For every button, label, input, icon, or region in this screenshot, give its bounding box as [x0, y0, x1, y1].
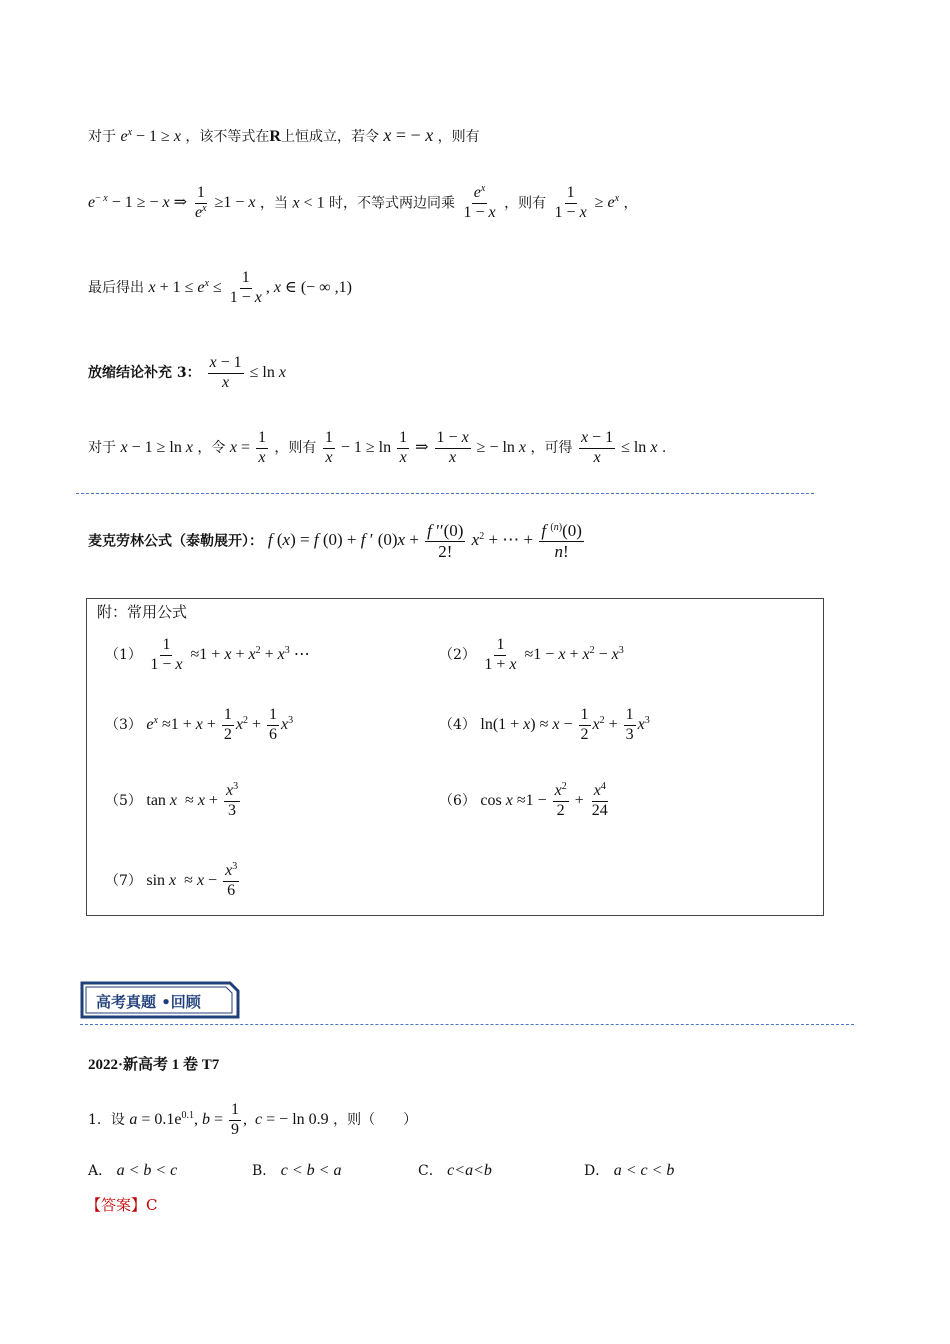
- option-text: a < b < c: [116, 1162, 178, 1179]
- item-number: （2）: [439, 646, 476, 663]
- option-text: a < c < b: [613, 1162, 675, 1179]
- formula-item-7: [105, 863, 241, 900]
- text: ，当: [259, 195, 288, 212]
- text: 时，不等式两边同乘: [329, 195, 456, 212]
- formula-box: [86, 598, 824, 916]
- box-heading: 附：常用公式: [97, 603, 188, 621]
- divider: [76, 493, 814, 494]
- formula: sin x ≈ x − $\frac{x^3}{6}$: [146, 861, 238, 899]
- section-title: 麦克劳林公式（泰勒展开）：: [88, 533, 263, 550]
- formula: $\frac{1}{x}$ − 1 ≥ ln $\frac{1}{x}$ ⇒ $\frac{1 - x}{x}$ ≥ − ln x: [324, 429, 527, 466]
- option-label: D．: [584, 1163, 610, 1179]
- badge-label: 高考真题 •回顾: [96, 993, 201, 1011]
- text: 对于: [88, 439, 116, 456]
- item-number: （5）: [105, 792, 142, 809]
- formula: x − 1 ≥ ln x: [120, 438, 193, 456]
- formula: tan x ≈ x + $\frac{x^3}{3}$: [146, 781, 239, 819]
- formula: x < 1: [292, 194, 325, 212]
- option-label: B．: [252, 1163, 277, 1179]
- line-exponential-chain: [88, 185, 637, 222]
- formula: $\frac{1}{1 - x}$ $\approx 1 + x + x^2 + x^3$ ⋯: [150, 636, 310, 673]
- option-d[interactable]: [584, 1160, 674, 1180]
- formula: $\frac{x - 1}{x}$ ≤ ln x: [209, 354, 286, 391]
- formula-item-4: [439, 707, 650, 744]
- formula: x = $\frac{1}{x}$: [229, 429, 266, 466]
- line-final-result: [88, 270, 352, 307]
- option-a[interactable]: [88, 1160, 177, 1180]
- maclaurin-line: [88, 522, 586, 561]
- question-source: 2022·新高考 1 卷 T7: [88, 1057, 220, 1073]
- text: ，则（ ）: [333, 1111, 418, 1128]
- text: ，: [623, 195, 638, 212]
- item-number: （3）: [105, 716, 142, 733]
- formula: $e^x \approx 1 + x$ + $\frac{1}{2}$ $x^2$ + $\frac{1}{6}$ $x^3$: [146, 706, 294, 743]
- formula: ln(1 + x) ≈ x − $\frac{1}{2}$ $x^2$ + $\frac{1}{3}$ $x^3$: [480, 706, 650, 743]
- line-ex-inequality: [88, 125, 480, 146]
- section-badge: [80, 981, 240, 1019]
- text: 对于: [88, 129, 116, 145]
- item-number: （4）: [439, 716, 476, 733]
- text: ，该不等式在: [185, 129, 270, 145]
- text: ，则有: [504, 195, 547, 212]
- item-number: （6）: [439, 792, 476, 809]
- text: ，则有: [437, 129, 480, 145]
- formula: $\frac{e^x}{1 - x}$: [463, 183, 496, 221]
- formula: $e^{- x} - 1$ ≥ − x ⇒ $\frac{1}{e^x}$ ≥1 − x: [88, 184, 256, 222]
- text: ，则有: [274, 439, 317, 456]
- formula: $\frac{x - 1}{x}$ ≤ ln x: [580, 429, 658, 466]
- option-label: C．: [418, 1163, 443, 1179]
- option-label: A．: [88, 1163, 113, 1179]
- formula-item-6: [439, 783, 612, 820]
- option-text: c<a<b: [447, 1162, 492, 1179]
- option-b[interactable]: [252, 1160, 341, 1180]
- formula: $x + 1 \le e^x$ ≤ $\frac{1}{1 - x}$ , x ∈ (− ∞ ,1): [148, 269, 352, 306]
- section-title: 放缩结论补充 3：: [88, 364, 201, 381]
- formula: $\frac{1}{1 + x}$ $\approx 1 - x + x^2 - x^3$: [484, 636, 624, 673]
- formula: $e^x - 1 \ge x$: [120, 127, 181, 145]
- item-number: （1）: [105, 646, 142, 663]
- text: 上恒成立，若令: [280, 129, 379, 145]
- formula: f (x) = f (0) + f ′ (0)x + $\frac{f ''(0)}{2!}$ $x^2$ + ⋯ + $\frac{f ^{(n)}(0)}{n!}$: [267, 521, 582, 561]
- question-stem: [88, 1102, 417, 1139]
- formula: x = − x: [383, 125, 434, 145]
- formula-item-2: [439, 637, 624, 674]
- text: .: [661, 439, 667, 456]
- question-number: 1．设: [88, 1111, 125, 1128]
- formula: $\frac{1}{1 - x}$ ≥ $e^x$: [554, 184, 620, 222]
- formula-item-3: [105, 707, 293, 744]
- option-c[interactable]: [418, 1160, 492, 1180]
- divider: [80, 1024, 854, 1025]
- formula-item-1: [105, 637, 310, 674]
- option-text: c < b < a: [280, 1162, 342, 1179]
- formula-item-5: [105, 783, 242, 820]
- text: 最后得出: [88, 279, 144, 296]
- formula: $a = 0.1e^{0.1}$, b = $\frac{1}{9}$ , c = − ln 0.9: [129, 1101, 329, 1138]
- text: ，令: [197, 439, 226, 456]
- item-number: （7）: [105, 872, 142, 889]
- line-ln-derivation: [88, 430, 666, 467]
- text: ，可得: [530, 439, 573, 456]
- R-symbol: R: [269, 128, 281, 145]
- formula: cos x ≈1 − $\frac{x^2}{2}$ + $\frac{x^4}{24}$: [480, 781, 608, 819]
- supplement-3: [88, 355, 286, 392]
- answer-label: 【答案】C: [86, 1196, 158, 1214]
